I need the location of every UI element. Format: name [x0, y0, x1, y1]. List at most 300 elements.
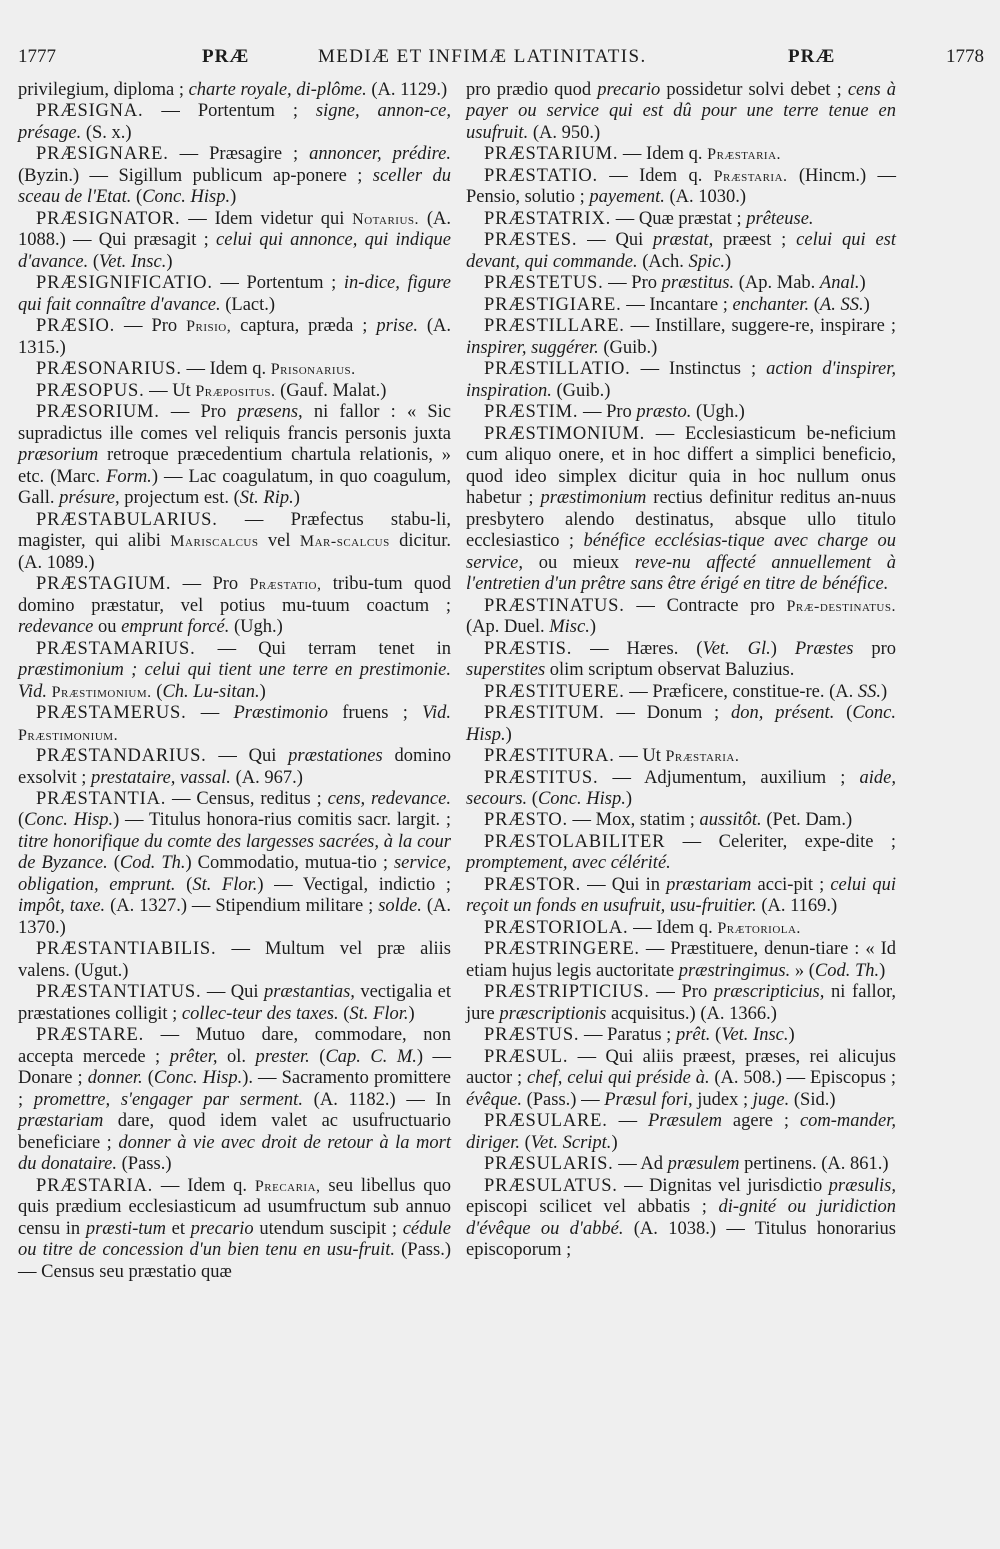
entry-text: — Donum ; — [604, 703, 732, 724]
entry-headword: PRÆSTANDARIUS. — [36, 746, 207, 767]
entry-headword: PRÆSUL. — [484, 1046, 569, 1067]
entry-text: ) — [724, 251, 732, 272]
entry-text: donner à vie avec droit de retour à la mort du donataire. — [18, 1132, 452, 1175]
dictionary-entry — [18, 1025, 451, 1175]
entry-text: ) — [859, 273, 866, 294]
entry-text: SS. — [857, 681, 882, 702]
entry-text: redevance — [18, 617, 94, 638]
entry-text: ) — [863, 294, 870, 315]
entry-text: præsulis, — [828, 1175, 896, 1196]
dictionary-entry — [466, 1047, 896, 1111]
entry-text: præest ; — [713, 230, 797, 251]
entry-text: ol. — [217, 1046, 256, 1067]
dictionary-entry — [466, 596, 896, 639]
entry-text: seu libellus quo quis prædium ecclesiasticum ad usumfructum sub annuo censu in — [18, 1175, 451, 1239]
entry-headword: PRÆSTARIUM. — [484, 144, 619, 165]
dictionary-entry — [18, 1176, 451, 1283]
dictionary-entry — [466, 1154, 896, 1175]
entry-text: aussitôt. — [699, 810, 762, 831]
entry-text: » ( — [790, 960, 815, 981]
entry-text: prestataire, vassal. — [90, 767, 231, 788]
entry-text: vel — [258, 531, 300, 552]
dictionary-entry — [466, 639, 896, 682]
dictionary-entry — [466, 295, 896, 316]
entry-text: Prætoriola. — [717, 919, 801, 937]
entry-text: inspirer, suggérer. — [466, 337, 599, 358]
dictionary-entry — [18, 510, 451, 574]
entry-text: Anal. — [819, 273, 860, 294]
entry-text: — Ut — [614, 746, 666, 767]
entry-text: don, présent. — [731, 703, 835, 724]
entry-text: præsens, — [237, 402, 303, 423]
entry-text: action d'inspirer, inspiration. — [466, 359, 896, 401]
entry-text: — Dignitas vel jurisdictio — [617, 1175, 829, 1196]
dictionary-entry — [466, 810, 896, 831]
entry-text: præsorium — [18, 445, 99, 466]
entry-headword: PRÆSTORIOLA. — [484, 917, 629, 938]
entry-text: di-gnité ou juridiction d'évêque ou d'abbé. — [466, 1197, 896, 1239]
entry-text: ou mieux — [523, 552, 635, 573]
entry-text: — Pro — [171, 574, 250, 595]
entry-text: ) — Vectigal, indictio ; — [257, 874, 451, 895]
entry-text: (A. 1129.) — [366, 80, 448, 100]
dictionary-entry — [18, 703, 451, 746]
entry-text: ( — [309, 1046, 326, 1067]
dictionary-entry — [18, 316, 451, 359]
entry-headword: PRÆSTRIPTICIUS. — [484, 982, 650, 1003]
entry-text: (Gauf. Malat.) — [275, 380, 387, 401]
entry-text: — Census, reditus ; — [166, 788, 328, 809]
dictionary-entry — [18, 101, 451, 144]
entry-text: donner. — [87, 1068, 143, 1089]
entry-text: — Qui in — [581, 874, 667, 895]
entry-text: — Adjumentum, auxilium ; — [598, 767, 860, 788]
dictionary-entry — [466, 359, 896, 402]
entry-text: — Multum vel præ aliis valens. (Ugut.) — [18, 939, 451, 981]
entry-text: (A. 1327.) — Stipendium militare ; — [105, 896, 379, 917]
entry-headword: PRÆSTAGIUM. — [36, 574, 172, 595]
entry-text: (Pet. Dam.) — [761, 810, 853, 831]
entry-text: celui qui annonce, qui indique d'avance. — [18, 230, 451, 272]
entry-text: ) — [788, 1025, 795, 1046]
entry-text: celui qui reçoit un fonds en usufruit, usu-fruitier. — [466, 874, 897, 917]
entry-text: precario — [597, 80, 661, 100]
entry-text: ( — [88, 251, 100, 272]
entry-text: juge. — [752, 1089, 790, 1110]
entry-text: ) — [293, 488, 300, 509]
dictionary-entry — [466, 768, 896, 811]
entry-text: (Guib.) — [551, 380, 611, 401]
entry-headword: PRÆSIGNATOR. — [36, 208, 181, 229]
entry-text: dare, quod idem valet ac usufructuario beneficiare ; — [18, 1111, 451, 1153]
entry-text: ( — [834, 703, 853, 724]
entry-headword: PRÆSTARE. — [36, 1025, 145, 1046]
dictionary-entry — [466, 1111, 896, 1154]
entry-text: et — [166, 1218, 191, 1239]
dictionary-entry — [466, 1176, 896, 1262]
entry-text: olim scriptum observat Baluzius. — [545, 660, 795, 681]
dictionary-entry — [466, 144, 896, 165]
dictionary-entry — [18, 746, 451, 789]
entry-headword: PRÆSTAMERUS. — [36, 703, 187, 724]
entry-text: pro prædio quod — [466, 80, 598, 100]
entry-text: (A. 1038.) — Titulus honorarius episcoporum ; — [466, 1218, 896, 1261]
dictionary-entry — [18, 273, 451, 316]
entry-text: Cap. C. M. — [325, 1046, 417, 1067]
entry-text: promettre, s'engager par serment. — [33, 1089, 303, 1110]
entry-text: enchanter. — [732, 294, 810, 315]
entry-text: — Ut — [144, 380, 196, 401]
entry-text: collec-teur des taxes. — [181, 1003, 339, 1024]
entry-headword: PRÆSULATUS. — [484, 1175, 618, 1196]
entry-text: — Contracte pro — [624, 595, 787, 616]
dictionary-entry — [466, 273, 896, 294]
entry-text: — Hæres. ( — [572, 638, 703, 659]
dictionary-entry — [466, 875, 896, 918]
entry-text: com-mander, diriger. — [466, 1111, 897, 1153]
running-title: MEDIÆ ET INFIMÆ LATINITATIS. — [318, 46, 647, 67]
entry-text: — Idem q. — [153, 1175, 255, 1196]
dictionary-entry — [466, 939, 896, 982]
entry-text: præsulem — [667, 1154, 740, 1175]
entry-text: Vet. Gl. — [702, 638, 771, 659]
entry-headword: PRÆSTRINGERE. — [484, 939, 640, 960]
entry-text: pertinens. (A. 861.) — [739, 1154, 889, 1175]
entry-text: Misc. — [549, 617, 590, 638]
entry-text: (A. 950.) — [528, 122, 601, 143]
entry-text: impôt, taxe. — [18, 896, 106, 917]
dictionary-entry — [466, 424, 896, 596]
entry-text: Cod. Th. — [814, 960, 880, 981]
entry-text: prêt. — [675, 1025, 711, 1046]
entry-text: præsti-tum — [85, 1218, 166, 1239]
entry-text: (Ach. — [637, 251, 689, 272]
entry-text: — Pro — [603, 273, 662, 294]
entry-headword: PRÆSTATRIX. — [484, 208, 612, 229]
entry-text: cédule ou titre de concession d'un bien tenu en usu-fruit. — [18, 1218, 451, 1261]
left-page-number: 1777 — [18, 46, 56, 67]
entry-headword: PRÆSTANTIATUS. — [36, 982, 202, 1003]
entry-text: Vid. — [422, 703, 452, 724]
entry-text: ) — Lac coagulatum, in quo coagulum, Gall. — [18, 466, 451, 509]
entry-headword: PRÆSTATIO. — [484, 165, 598, 186]
entry-text: præscriptionis — [499, 1003, 607, 1024]
entry-text: St. Flor. — [192, 874, 258, 895]
entry-text: præstariam — [18, 1111, 104, 1132]
entry-text: — Qui — [206, 746, 289, 767]
entry-text: emprunt forcé. — [121, 617, 230, 638]
entry-text: ( — [809, 294, 820, 315]
entry-text: ) — [879, 960, 886, 981]
entry-text: (Pass.) — [117, 1154, 172, 1175]
entry-text: — Mutuo dare, commodare, non accepta mercede ; — [18, 1025, 451, 1067]
entry-headword: PRÆSIGNARE. — [36, 144, 169, 165]
entry-text: ). — Sacramento promittere ; — [18, 1068, 451, 1110]
dictionary-entry — [18, 144, 451, 208]
dictionary-entry — [466, 918, 896, 939]
entry-text: promptement, avec célérité. — [466, 853, 671, 874]
entry-headword: PRÆSORIUM. — [36, 402, 160, 423]
entry-text: (Pass.) — Census seu præstatio quæ — [18, 1240, 451, 1282]
entry-text: — Idem q. — [618, 144, 708, 165]
entry-text: St. Rip. — [239, 488, 294, 509]
entry-text: Præ-destinatus. — [786, 597, 896, 615]
entry-text: solde. — [378, 896, 422, 917]
entry-text: Præstaria. — [665, 748, 740, 766]
dictionary-entry — [18, 381, 451, 402]
entry-text: in-dice, figure qui fait connaître d'avance. — [18, 273, 451, 315]
entry-text: — — [186, 703, 234, 724]
entry-headword: PRÆSTUS. — [484, 1025, 580, 1046]
entry-text: Præstaria. — [713, 167, 788, 185]
entry-text: (Sid.) — [789, 1089, 836, 1110]
entry-text: (Ap. Duel. — [466, 617, 550, 638]
entry-headword: PRÆSTITUERE. — [484, 681, 625, 702]
entry-text: service, obligation, emprunt. — [18, 853, 451, 895]
entry-text: ) — Donare ; — [18, 1046, 452, 1089]
entry-text: (A. 1169.) — [756, 896, 838, 917]
entry-text: — Præficere, constitue-re. (A. — [624, 681, 858, 702]
entry-text: possidetur solvi debet ; — [660, 80, 848, 100]
page-header — [18, 44, 984, 74]
entry-text: A. SS. — [819, 294, 864, 315]
entry-text: dicitur. (A. 1089.) — [18, 531, 452, 573]
dictionary-entry — [18, 80, 451, 101]
entry-text: signe, annon-ce, présage. — [18, 101, 451, 143]
entry-text: Vet. Script. — [530, 1132, 612, 1153]
entry-text: ni fallor, jure — [466, 982, 896, 1024]
entry-text: præstariam — [666, 874, 752, 895]
entry-text: — Præfectus stabu-li, magister, qui alibi — [18, 509, 451, 552]
entry-text: Vet. Insc. — [99, 251, 167, 272]
entry-text: St. Flor. — [349, 1003, 409, 1024]
entry-text: præstat, — [653, 230, 714, 251]
entry-text: cens à payer ou service qui est dû pour une terre tenue en usufruit. — [466, 80, 896, 143]
entry-text: prise. — [376, 316, 418, 337]
dictionary-entry — [466, 1025, 896, 1046]
entry-text: ( — [107, 853, 120, 874]
right-running-key: PRÆ — [788, 46, 836, 67]
entry-text: acci-pit ; — [751, 874, 831, 895]
entry-text: rectius definitur reditus an-nuus presbytero alendo destinatus, absque ullo titulo ecclesiastico ; — [466, 488, 896, 552]
entry-headword: PRÆSTO. — [484, 810, 568, 831]
entry-text: — Portentum ; — [212, 273, 344, 294]
entry-text: (A. 1088.) — Qui præsagit ; — [18, 208, 451, 251]
entry-text: — Celeriter, expe-dite ; — [665, 831, 896, 852]
entry-text: cens, redevance. — [327, 788, 451, 809]
entry-text: Præstaria. — [707, 146, 782, 164]
entry-headword: PRÆSTAMARIUS. — [36, 638, 196, 659]
entry-text: Spic. — [688, 251, 725, 272]
dictionary-entry — [18, 982, 451, 1025]
dictionary-entry — [466, 316, 896, 359]
entry-text: ( — [519, 1132, 531, 1153]
entry-text: Præpositus. — [195, 382, 276, 400]
entry-text: — Instinctus ; — [630, 359, 767, 380]
entry-text: præstantias, — [263, 982, 355, 1003]
entry-text: — Pro — [159, 402, 238, 423]
entry-text: celui qui est devant, qui commande. — [466, 230, 896, 272]
entry-text: (A. 1370.) — [18, 896, 451, 938]
entry-text: superstites — [466, 660, 546, 681]
entry-text: Præsulem — [648, 1111, 722, 1132]
entry-text: ) Commodatio, mutua-tio ; — [185, 853, 394, 874]
entry-text: — Pro — [578, 402, 637, 423]
entry-text: Conc. Hisp. — [24, 810, 114, 831]
dictionary-entry — [466, 832, 896, 875]
dictionary-entry — [18, 939, 451, 982]
entry-text: — Qui aliis præest, præses, rei alicujus auctor ; — [466, 1046, 896, 1089]
entry-text: ( — [527, 788, 538, 809]
entry-text: sceller du sceau de l'Etat. — [18, 165, 451, 208]
left-running-key: PRÆ — [202, 46, 250, 67]
entry-text: ) — [505, 724, 512, 745]
entry-text: — Incantare ; — [621, 294, 733, 315]
entry-text: prêteuse. — [746, 208, 814, 229]
entry-text: ) — [166, 251, 173, 272]
entry-text: (Guib.) — [598, 337, 658, 358]
dictionary-entry — [466, 682, 896, 703]
entry-text: (Hincm.) — Pensio, solutio ; — [466, 165, 896, 208]
dictionary-entry — [18, 209, 451, 273]
entry-text: — Paratus ; — [579, 1025, 676, 1046]
entry-text: prêter, — [169, 1046, 218, 1067]
entry-text: Præstimonio — [233, 703, 329, 724]
entry-text: retroque præcedentium chartula relationis, » etc. (Marc. — [18, 445, 451, 487]
dictionary-entry — [466, 230, 896, 273]
entry-text: — Ecclesiasticum be-neficium cum aliquo onere, et in hoc differt a simplici beneficio, quod ideo simplex dicitur quia in hoc nullum onus habetur ; — [466, 423, 896, 509]
entry-text: — Pro — [115, 316, 187, 337]
entry-headword: PRÆSTIMONIUM. — [484, 423, 645, 444]
entry-text: judex ; — [692, 1089, 753, 1110]
entry-headword: PRÆSOPUS. — [36, 380, 145, 401]
entry-text: Vet. Insc. — [721, 1025, 789, 1046]
entry-text: (A. 1182.) — In — [302, 1089, 452, 1110]
entry-headword: PRÆSTINATUS. — [484, 595, 625, 616]
dictionary-entry — [18, 574, 451, 638]
entry-text: ( — [142, 1068, 154, 1089]
entry-text: Conc. Hisp. — [537, 788, 626, 809]
entry-text: præsto. — [636, 402, 692, 423]
entry-text: Conc. Hisp. — [142, 187, 231, 208]
entry-text: — Quæ præstat ; — [611, 208, 747, 229]
entry-headword: PRÆSTOR. — [484, 874, 582, 895]
entry-text: titre honorifique du comte des largesses sacrées, à la cour de Byzance. — [18, 831, 451, 874]
entry-headword: PRÆSONARIUS. — [36, 359, 182, 380]
entry-text: ) — [230, 187, 237, 208]
dictionary-entry — [18, 359, 451, 380]
entry-text: tribu-tum quod domino præstatur, vel potius mu-tuum coactum ; — [18, 574, 451, 616]
entry-text: (A. 967.) — [230, 767, 303, 788]
entry-text: annoncer, prédire. — [309, 144, 451, 165]
entry-text: payement. — [589, 187, 665, 208]
entry-text: agere ; — [722, 1111, 800, 1132]
entry-text: (A. 1030.) — [664, 187, 747, 208]
entry-text: bénéfice ecclésias-tique avec charge ou service, — [466, 531, 896, 573]
entry-text: Præstimonium. — [51, 683, 152, 701]
entry-headword: PRÆSTETUS. — [484, 273, 604, 294]
entry-text: (Ap. Mab. — [734, 273, 820, 294]
entry-text: ni fallor : « Sic supradictus ille comes vel reliquis francis personis juxta — [18, 402, 452, 444]
entry-text: vectigalia et præstationes colligit ; — [18, 982, 451, 1024]
entry-text: præstringimus. — [678, 960, 791, 981]
dictionary-entry — [18, 789, 451, 939]
dictionary-entry — [466, 703, 896, 746]
dictionary-entry — [466, 982, 896, 1025]
entry-text: reve-nu affecté annuellement à l'entretien d'un prêtre sans être érigé en titre de bénéfice. — [466, 552, 896, 595]
entry-text: — Portentum ; — [143, 101, 316, 122]
entry-headword: PRÆSTITUS. — [484, 767, 599, 788]
entry-text: ( — [710, 1025, 722, 1046]
entry-text: — Idem q. — [628, 917, 718, 938]
entry-text: Præstes — [794, 638, 854, 659]
entry-text: acquisitus.) (A. 1366.) — [606, 1003, 777, 1024]
dictionary-entry — [466, 80, 896, 144]
entry-text: precario — [190, 1218, 254, 1239]
entry-text: — Idem q. — [181, 359, 271, 380]
entry-text: — Præstituere, denun-tiare : « Id etiam hujus legis auctoritate — [466, 939, 896, 981]
entry-text: præstitus. — [661, 273, 735, 294]
entry-headword: PRÆSTIGIARE. — [484, 294, 622, 315]
entry-headword: PRÆSTIS. — [484, 638, 573, 659]
entry-text: (S. x.) — [81, 122, 132, 143]
entry-text: ) — [881, 681, 888, 702]
entry-text: — Idem videtur qui — [180, 208, 353, 229]
entry-headword: PRÆSIO. — [36, 316, 116, 337]
dictionary-entry — [466, 209, 896, 230]
entry-headword: PRÆSTIM. — [484, 402, 579, 423]
entry-text: — Instillare, suggere-re, inspirare ; — [624, 316, 896, 337]
entry-text: domino exsolvit ; — [18, 746, 452, 788]
entry-text: Conc. Hisp. — [466, 703, 897, 745]
entry-text: ) — [408, 1003, 415, 1024]
entry-text: (Byzin.) — Sigillum publicum ap-ponere ; — [18, 165, 373, 186]
entry-text: episcopi scilicet vel abbatis ; — [466, 1197, 719, 1218]
entry-headword: PRÆSULARIS. — [484, 1154, 614, 1175]
entry-text: Mar-scalcus — [299, 533, 390, 551]
entry-headword: PRÆSTITUM. — [484, 703, 605, 724]
entry-text: (Ugh.) — [229, 617, 283, 638]
entry-text: præstationes — [288, 746, 383, 767]
entry-headword: PRÆSIGNIFICATIO. — [36, 273, 213, 294]
entry-text: — — [607, 1111, 648, 1132]
entry-headword: PRÆSULARE. — [484, 1111, 608, 1132]
entry-text: ) — [770, 638, 795, 659]
entry-headword: PRÆSTILLARE. — [484, 316, 625, 337]
dictionary-entry — [466, 166, 896, 209]
dictionary-entry — [18, 639, 451, 703]
entry-text: ) — [611, 1132, 618, 1153]
entry-text: utendum suscipit ; — [253, 1218, 403, 1239]
entry-text: présure, — [59, 488, 120, 509]
entry-text: ( — [151, 681, 163, 702]
entry-text: præscripticius, — [713, 982, 825, 1003]
entry-headword: PRÆSTARIA. — [36, 1175, 154, 1196]
entry-text: Notarius. — [352, 210, 420, 228]
entry-text: Præstimonium. — [18, 726, 119, 744]
entry-text: Prisonarius. — [270, 361, 356, 379]
entry-text: ( — [175, 874, 193, 895]
entry-headword: PRÆSIGNA. — [36, 101, 144, 122]
entry-text: aide, secours. — [466, 767, 896, 809]
entry-headword: PRÆSTANTIA. — [36, 788, 167, 809]
right-page-number: 1778 — [946, 46, 984, 67]
entry-text: Ch. Lu-sitan. — [162, 681, 260, 702]
entry-text: ou — [93, 617, 122, 638]
entry-text: Cod. Th. — [119, 853, 186, 874]
entry-text: charte royale, di-plôme. — [188, 80, 367, 100]
entry-text: Form. — [106, 466, 152, 487]
